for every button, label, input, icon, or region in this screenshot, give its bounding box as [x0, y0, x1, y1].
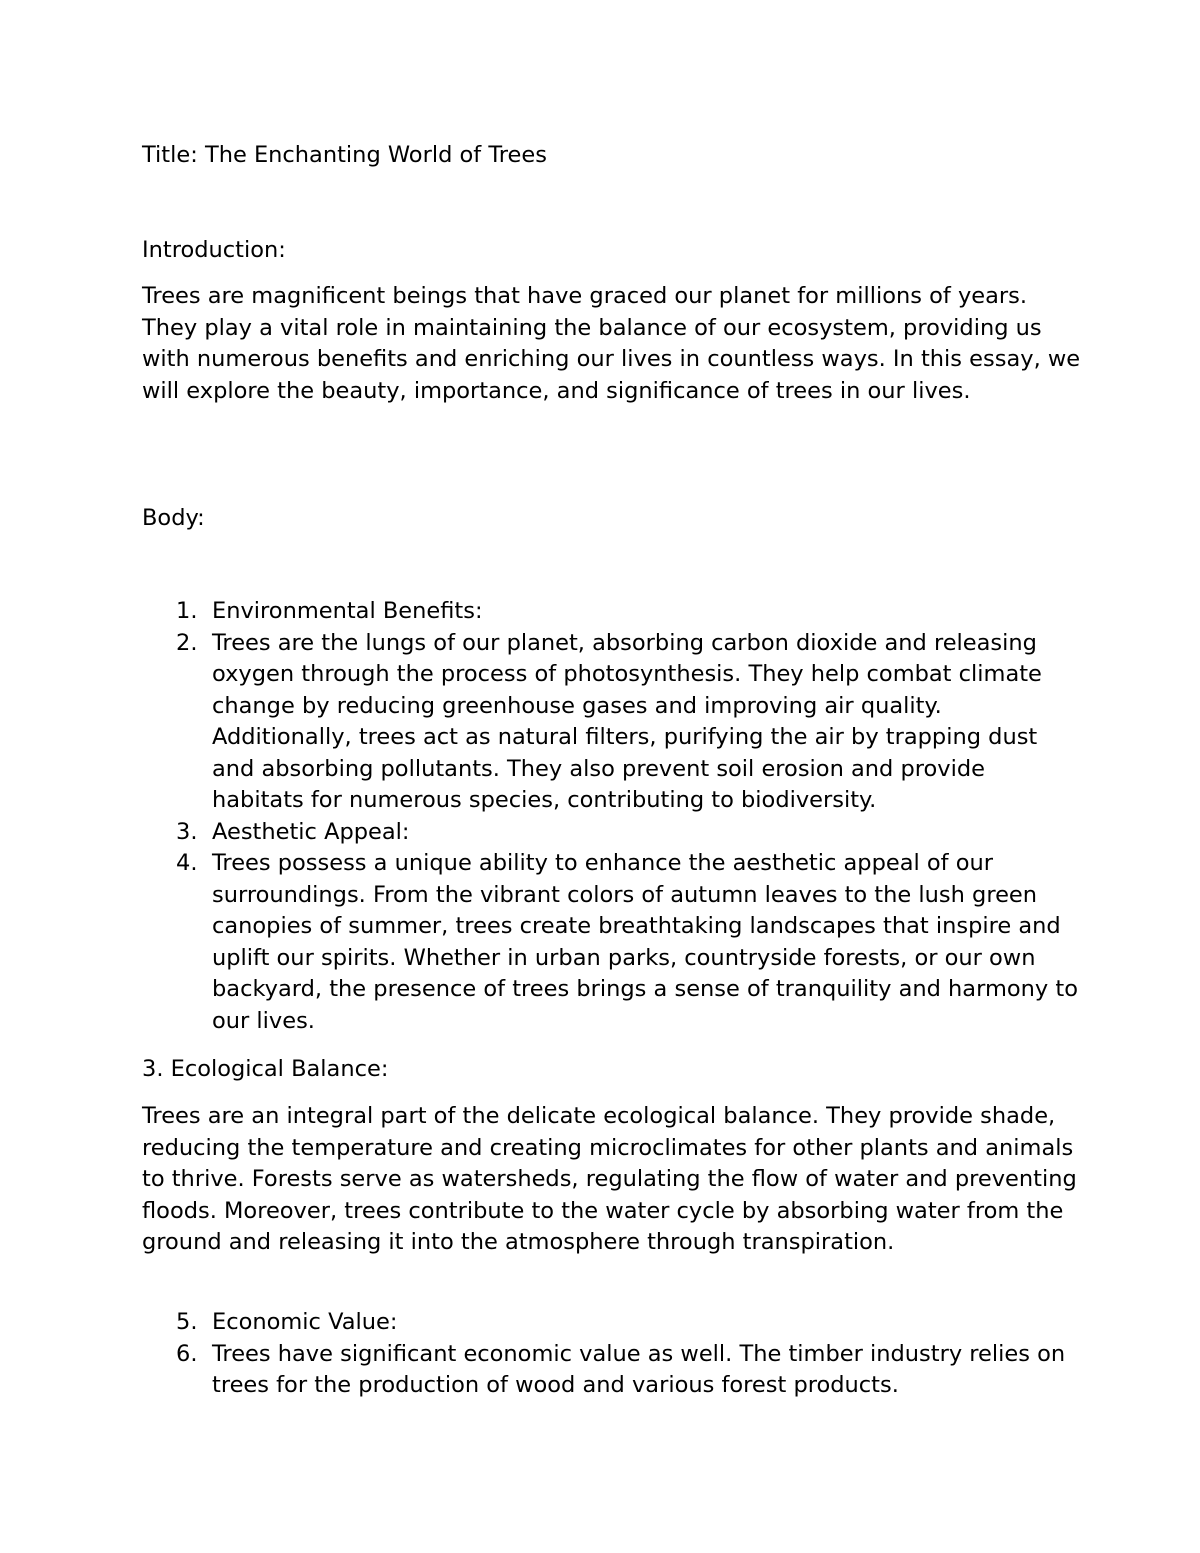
list-item	[142, 817, 1082, 849]
body-heading: Body:	[142, 505, 205, 531]
list-item-text: Economic Value:	[212, 1309, 398, 1335]
document-title: Title: The Enchanting World of Trees	[142, 142, 547, 168]
intro-paragraph: Trees are magnificent beings that have graced our planet for millions of years. They play a vital role in maintaining the balance of our ecosystem, providing us with numerous benefits and enriching our lives in countless ways. In this essay, we will explore the beauty, importance, and significance of trees in our lives.	[142, 283, 1081, 404]
section3-heading: 3. Ecological Balance:	[142, 1056, 389, 1082]
list-item	[142, 628, 1082, 817]
list-item-number: 3.	[176, 818, 198, 845]
economic-list	[142, 1307, 1082, 1402]
list-item-number: 5.	[176, 1309, 198, 1335]
list-item-number: 1.	[176, 598, 198, 624]
section3-paragraph: Trees are an integral part of the delicate ecological balance. They provide shade, reducing the temperature and creating microclimates for other plants and animals to thrive. Forests serve as watersheds, regulating the flow of water and preventing floods. Moreover, trees contribute to the water cycle by absorbing water from the ground and releasing it into the atmosphere through transpiration.	[142, 1103, 1077, 1255]
list-item	[142, 848, 1082, 1037]
list-item	[142, 596, 1082, 628]
list-item-number: 6.	[176, 1340, 198, 1367]
list-item	[142, 1339, 1082, 1402]
list-item-text: Trees have significant economic value as well. The timber industry relies on trees for the production of wood and various forest products.	[212, 1340, 1066, 1398]
list-item-text: Aesthetic Appeal:	[212, 818, 410, 845]
list-item-number: 2.	[176, 629, 198, 656]
list-item-text: Environmental Benefits:	[212, 598, 483, 624]
intro-heading: Introduction:	[142, 237, 286, 263]
list-item	[142, 1307, 1082, 1339]
list-item-number: 4.	[176, 850, 198, 876]
list-item-text: Trees possess a unique ability to enhance the aesthetic appeal of our surroundings. From the vibrant colors of autumn leaves to the lush green canopies of summer, trees create breathtaking landscapes that inspire and uplift our spirits. Whether in urban parks, countryside forests, or our own backyard, the presence of trees brings a sense of tranquility and harmony to our lives.	[212, 850, 1078, 1034]
benefits-list	[142, 596, 1082, 1037]
list-item-text: Trees are the lungs of our planet, absorbing carbon dioxide and releasing oxygen through the process of photosynthesis. They help combat climate change by reducing greenhouse gases and improving air quality. Additionally, trees act as natural filters, purifying the air by trapping dust and absorbing pollutants. They also prevent soil erosion and provide habitats for numerous species, contributing to biodiversity.	[212, 629, 1042, 813]
